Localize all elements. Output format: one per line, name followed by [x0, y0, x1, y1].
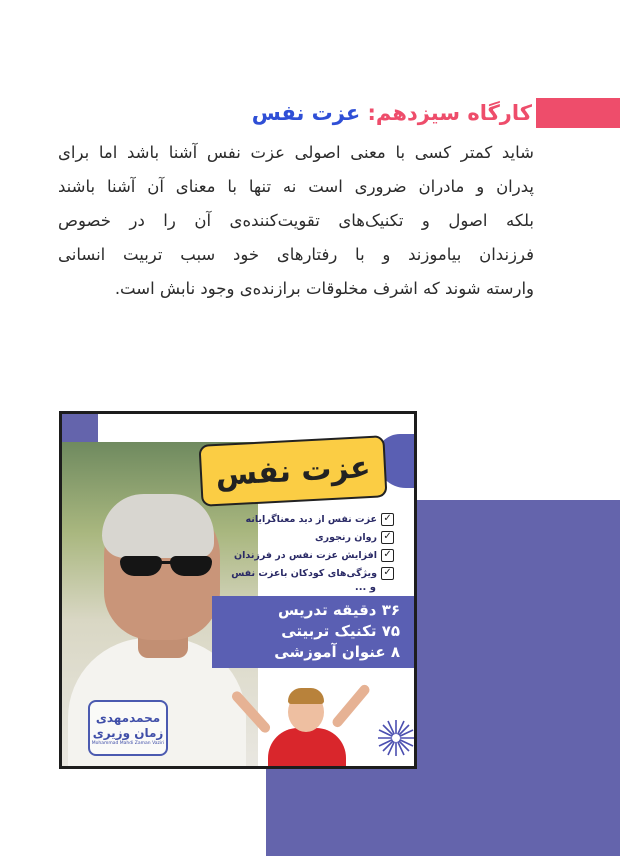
topic-checklist — [210, 510, 394, 596]
paragraph-line: بلکه اصول و تکنیک‌های تقویت‌کننده‌ی آن را در خصوص — [58, 211, 534, 230]
poster-corner-block — [62, 414, 98, 442]
checklist-item: ✓ ویژگی‌های کودکان باعزت نفس — [210, 564, 394, 582]
checklist-item: ✓ روان رنجوری — [210, 528, 394, 546]
sunglasses — [104, 556, 216, 578]
stat-lessons: ۸ عنوان آموزشی — [274, 643, 400, 661]
happy-child-image — [228, 678, 378, 768]
intro-paragraph — [58, 136, 534, 306]
stat-teaching-minutes: ۳۶ دقیقه تدریس — [277, 601, 400, 619]
paragraph-line: شاید کمتر کسی با معنی اصولی عزت نفس آشنا باشد اما برای — [58, 143, 534, 162]
poster-title: عزت نفس — [214, 449, 372, 493]
checkbox-icon: ✓ — [381, 549, 394, 562]
checkbox-icon: ✓ — [381, 513, 394, 526]
poster-title-card — [199, 435, 388, 507]
checklist-item: ✓ عزت نفس از دید معناگرایانه — [210, 510, 394, 528]
checklist-item: ✓ افزایش عزت نفس در فرزندان — [210, 546, 394, 564]
heading-accent-bar — [536, 98, 620, 128]
starburst-icon — [376, 718, 416, 758]
brand-logo: محمدمهدی زمان وزیری Mohammad Mahdi Zaman Vaziri — [88, 700, 168, 756]
workshop-topic: عزت نفس — [251, 101, 361, 125]
checklist-more: و ... — [354, 582, 376, 593]
checkbox-icon: ✓ — [381, 531, 394, 544]
paragraph-line: وارسته شوند که اشرف مخلوقات برازنده‌ی وجود نابش است. — [114, 279, 534, 298]
workshop-heading — [252, 96, 532, 130]
stat-techniques: ۷۵ تکنیک تربیتی — [281, 622, 400, 640]
workshop-poster — [59, 411, 417, 769]
course-stats-panel — [212, 596, 414, 668]
paragraph-line: پدران و مادران ضروری است نه تنها با معنای آن آشنا باشند — [58, 177, 534, 196]
workshop-number: کارگاه سیزدهم: — [367, 101, 532, 125]
paragraph-line: فرزندان بیاموزند و با رفتارهای خود سبب تربیت انسانی — [58, 245, 534, 264]
checkbox-icon: ✓ — [381, 567, 394, 580]
instructor-hair — [102, 494, 214, 558]
